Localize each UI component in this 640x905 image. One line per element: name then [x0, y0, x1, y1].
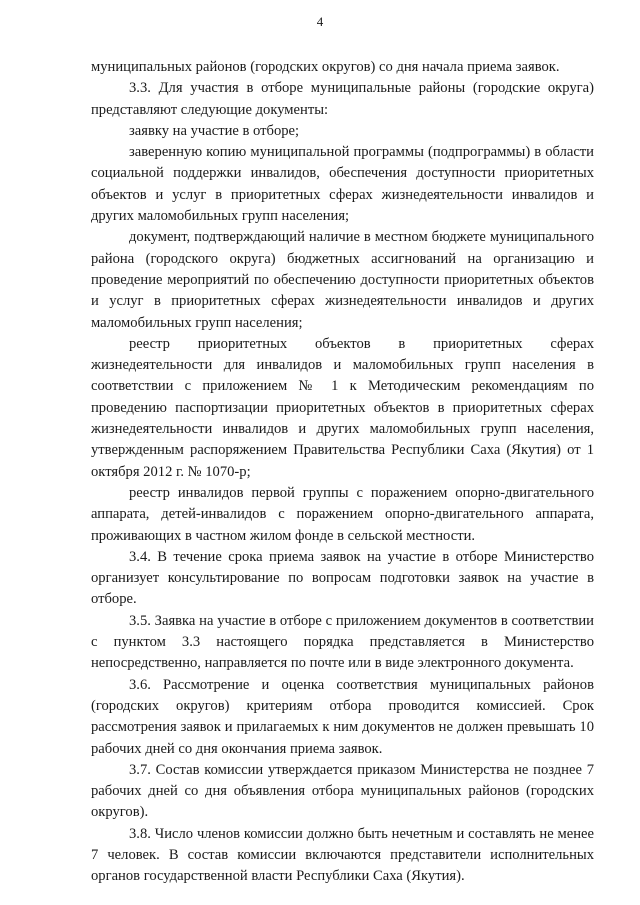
- paragraph-3-8: 3.8. Число членов комиссии должно быть нечетным и составлять не менее 7 человек. В состав комиссии включаются представители исполнительных органов государственной власти Республики Саха (Якутия).: [91, 825, 594, 885]
- list-item-program-copy: заверенную копию муниципальной программы (подпрограммы) в области социальной поддержки инвалидов, обеспечения доступности приоритетных объектов и услуг в приоритетных сферах жизнедеятельности инвалидов и других маломобильных групп населения;: [91, 144, 594, 225]
- document-body: [91, 57, 594, 888]
- list-item-disabled-registry: реестр инвалидов первой группы с поражением опорно-двигательного аппарата, детей-инвалидов с поражением опорно-двигательного аппарата, проживающих в частном жилом фонде в сельской местности.: [91, 484, 594, 544]
- paragraph-continuation: муниципальных районов (городских округов) со дня начала приема заявок.: [91, 59, 560, 75]
- paragraph-3-5: 3.5. Заявка на участие в отборе с приложением документов в соответствии с пунктом 3.3 настоящего порядка представляется в Министерство непосредственно, направляется по почте или в виде электронного документа.: [91, 612, 594, 672]
- paragraph-3-4: 3.4. В течение срока приема заявок на участие в отборе Министерство организует консультирование по вопросам подготовки заявок на участие в отборе.: [91, 548, 594, 608]
- paragraph-3-6: 3.6. Рассмотрение и оценка соответствия муниципальных районов (городских округов) критериям отбора проводится комиссией. Срок рассмотрения заявок и прилагаемых к ним документов не должен превышать 10 рабочих дней со дня окончания приема заявок.: [91, 676, 594, 757]
- list-item-budget-document: документ, подтверждающий наличие в местном бюджете муниципального района (городского округа) бюджетных ассигнований на организацию и проведение мероприятий по обеспечению доступности приоритетных объектов и услуг в приоритетных сферах жизнедеятельности инвалидов и других маломобильных групп населения;: [91, 229, 594, 331]
- paragraph-3-7: 3.7. Состав комиссии утверждается приказом Министерства не позднее 7 рабочих дней со дня объявления отбора муниципальных районов (городских округов).: [91, 761, 594, 821]
- page-number: 4: [316, 14, 324, 29]
- paragraph-3-3: 3.3. Для участия в отборе муниципальные районы (городские округа) представляют следующие документы:: [91, 80, 594, 118]
- list-item-objects-registry: реестр приоритетных объектов в приоритетных сферах жизнедеятельности для инвалидов и маломобильных групп населения в соответствии с приложением № 1 к Методическим рекомендациям по проведению паспортизации приоритетных объектов в приоритетных сферах жизнедеятельности инвалидов и других маломобильных групп населения, утвержденным распоряжением Правительства Республики Саха (Якутия) от 1 октября 2012 г. № 1070-р;: [91, 335, 594, 480]
- list-item-application: заявку на участие в отборе;: [129, 122, 300, 139]
